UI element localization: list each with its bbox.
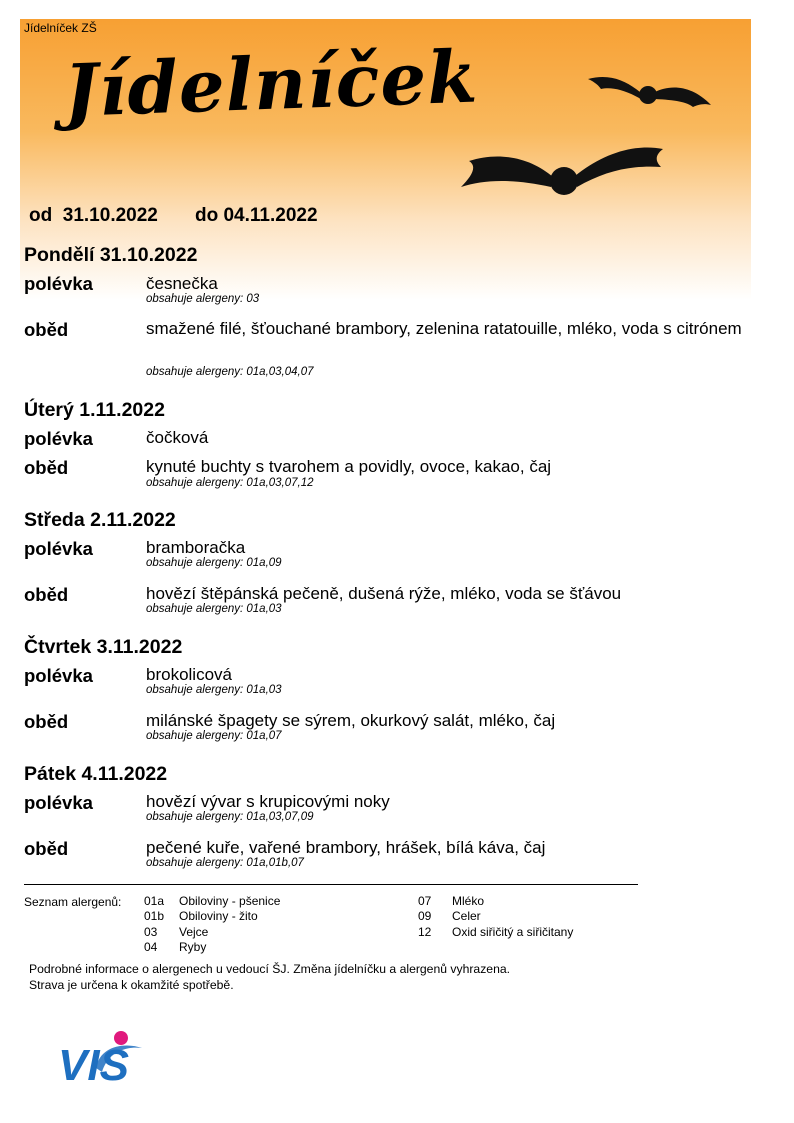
lunch-label: oběd [24, 457, 69, 478]
allergen-code: 01a [144, 894, 165, 908]
date-from: od 31.10.2022 [29, 205, 158, 226]
allergen-list-label: Seznam alergenů: [24, 895, 122, 909]
soup-label: polévka [24, 428, 93, 449]
allergen-name: Vejce [179, 925, 209, 939]
soup-name: hovězí vývar s krupicovými noky [146, 792, 390, 811]
lunch-label: oběd [24, 838, 69, 859]
allergen-code: 04 [144, 940, 158, 954]
day-heading-thursday: Čtvrtek 3.11.2022 [24, 636, 183, 658]
lunch-label: oběd [24, 319, 69, 340]
lunch-name: kynuté buchty s tvarohem a povidly, ovoce, kakao, čaj [146, 457, 552, 476]
allergen-code: 12 [418, 925, 432, 939]
note-line: Podrobné informace o alergenech u vedoucí ŠJ. Změna jídelníčku a alergenů vyhrazena. [29, 962, 511, 976]
divider [24, 884, 638, 885]
lunch-label: oběd [24, 584, 69, 605]
allergen-name: Obiloviny - žito [179, 909, 258, 923]
soup-name: bramboračka [146, 538, 246, 557]
lunch-name: pečené kuře, vařené brambory, hrášek, bílá káva, čaj [146, 838, 546, 857]
day-heading-monday: Pondělí 31.10.2022 [24, 244, 198, 266]
lunch-allergens: obsahuje alergeny: 01a,03,04,07 [146, 366, 314, 378]
allergen-code: 07 [418, 894, 432, 908]
day-heading-friday: Pátek 4.11.2022 [24, 763, 168, 785]
lunch-allergens: obsahuje alergeny: 01a,01b,07 [146, 857, 304, 869]
menu-title: Jídelníček [62, 33, 480, 133]
date-to: do 04.11.2022 [195, 205, 318, 226]
bat-large-icon [461, 147, 663, 195]
allergen-name: Celer [452, 909, 481, 923]
allergen-code: 03 [144, 925, 158, 939]
soup-allergens: obsahuje alergeny: 01a,09 [146, 557, 282, 569]
soup-allergens: obsahuje alergeny: 01a,03 [146, 684, 282, 696]
soup-name: brokolicová [146, 665, 232, 684]
lunch-allergens: obsahuje alergeny: 01a,07 [146, 730, 282, 742]
lunch-allergens: obsahuje alergeny: 01a,03 [146, 603, 282, 615]
logo-text: VIS [58, 1041, 129, 1090]
soup-label: polévka [24, 538, 93, 559]
bat-small-icon [588, 77, 711, 107]
allergen-code: 09 [418, 909, 432, 923]
lunch-name: smažené filé, šťouchané brambory, zelenina ratatouille, mléko, voda s citrónem [146, 319, 742, 338]
bats-illustration [455, 55, 715, 200]
document-label: Jídelníček ZŠ [24, 21, 97, 35]
footer-notes [29, 962, 510, 993]
allergen-name: Oxid siřičitý a siřičitany [452, 925, 574, 939]
soup-label: polévka [24, 792, 93, 813]
soup-label: polévka [24, 665, 93, 686]
lunch-label: oběd [24, 711, 69, 732]
soup-name: čočková [146, 428, 209, 447]
soup-allergens: obsahuje alergeny: 01a,03,07,09 [146, 811, 314, 823]
allergen-name: Mléko [452, 894, 485, 908]
lunch-allergens: obsahuje alergeny: 01a,03,07,12 [146, 477, 314, 489]
lunch-name: hovězí štěpánská pečeně, dušená rýže, mléko, voda se šťávou [146, 584, 622, 603]
soup-name: česnečka [146, 274, 218, 293]
vis-logo [56, 1028, 166, 1090]
day-heading-wednesday: Středa 2.11.2022 [24, 509, 176, 531]
soup-label: polévka [24, 273, 93, 294]
day-heading-tuesday: Úterý 1.11.2022 [24, 399, 165, 421]
lunch-name: milánské špagety se sýrem, okurkový salát, mléko, čaj [146, 711, 556, 730]
allergen-code: 01b [144, 909, 165, 923]
soup-allergens: obsahuje alergeny: 03 [146, 293, 260, 305]
allergen-name: Ryby [179, 940, 207, 954]
note-line: Strava je určena k okamžité spotřebě. [29, 977, 234, 992]
allergen-name: Obiloviny - pšenice [179, 894, 281, 908]
